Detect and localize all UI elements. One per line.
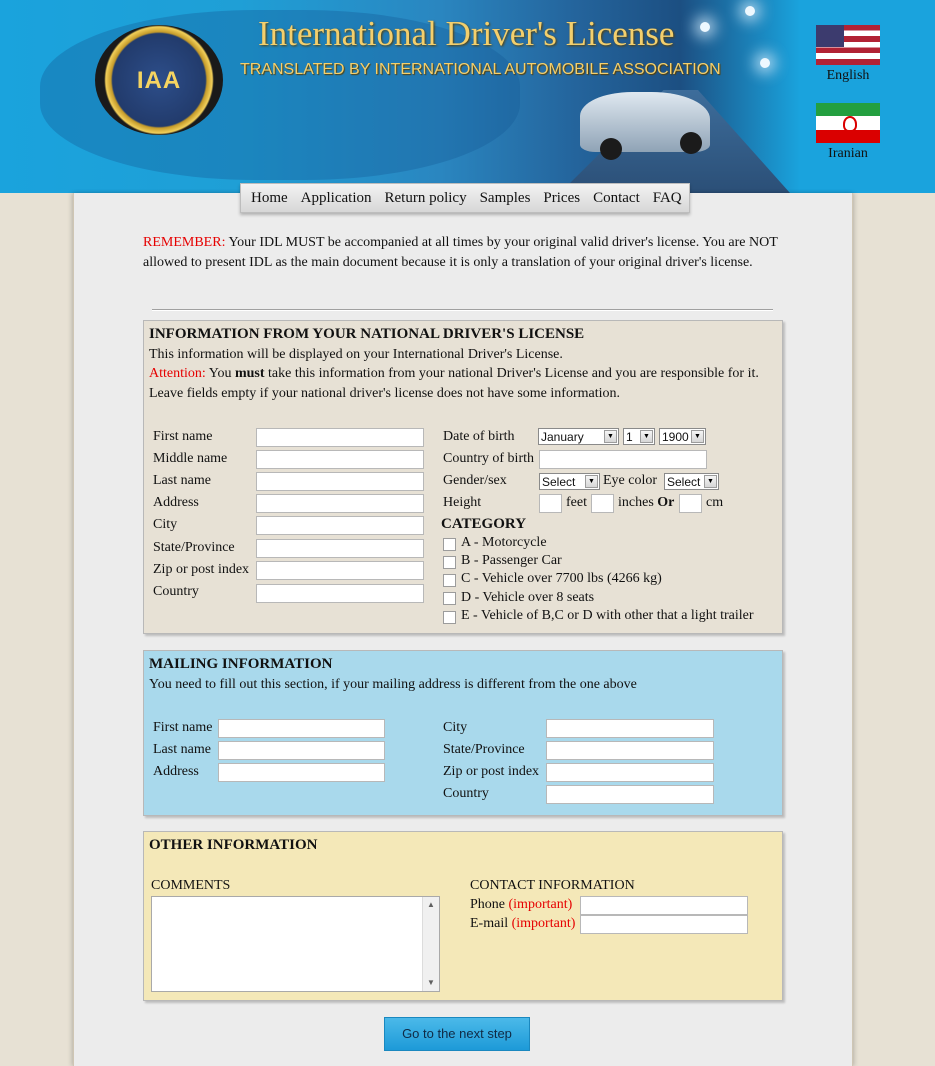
country-input[interactable] <box>256 584 424 603</box>
divider <box>152 309 773 311</box>
nav-home[interactable]: Home <box>251 189 288 206</box>
header-banner <box>0 0 935 193</box>
chevron-down-icon[interactable]: ▼ <box>691 430 704 443</box>
height-cm-input[interactable] <box>679 494 702 513</box>
logo-text: IAA <box>136 67 182 94</box>
car-wheel-icon <box>680 132 702 154</box>
gender-select[interactable] <box>539 473 600 490</box>
email-important: (important) <box>511 916 576 931</box>
iran-flag-icon[interactable] <box>816 103 880 143</box>
height-label: Height <box>443 495 482 510</box>
dob-day-value: 1 <box>626 429 633 444</box>
attention-must: must <box>234 366 265 381</box>
phone-important: (important) <box>508 897 573 912</box>
mailing-section-text: You need to fill out this section, if your mailing address is different from the one above <box>149 677 637 692</box>
country-of-birth-input[interactable] <box>539 450 707 469</box>
language-iranian[interactable] <box>813 103 883 162</box>
chevron-down-icon[interactable]: ▼ <box>704 475 717 488</box>
category-a-label[interactable]: A - Motorcycle <box>461 535 547 550</box>
height-inches-input[interactable] <box>591 494 614 513</box>
email-text: E-mail <box>470 916 509 931</box>
nav-faq[interactable]: FAQ <box>652 189 682 206</box>
mail-last-name-input[interactable] <box>218 741 385 760</box>
mail-first-name-label: First name <box>153 720 213 735</box>
last-name-input[interactable] <box>256 472 424 491</box>
phone-label <box>470 897 572 913</box>
comments-scrollbar[interactable] <box>422 897 439 991</box>
or-text: Or <box>657 495 675 510</box>
category-b-label[interactable]: B - Passenger Car <box>461 553 562 568</box>
category-c-label[interactable]: C - Vehicle over 7700 lbs (4266 kg) <box>461 571 662 586</box>
mail-country-input[interactable] <box>546 785 714 804</box>
mail-state-label: State/Province <box>443 742 525 757</box>
remember-notice <box>143 233 778 272</box>
chevron-down-icon[interactable]: ▼ <box>640 430 653 443</box>
middle-name-label: Middle name <box>153 451 228 466</box>
gender-label: Gender/sex <box>443 473 507 488</box>
dob-day-select[interactable] <box>623 428 655 445</box>
middle-name-input[interactable] <box>256 450 424 469</box>
site-subtitle: TRANSLATED BY INTERNATIONAL AUTOMOBILE ASSOCIATION <box>240 61 721 78</box>
zip-input[interactable] <box>256 561 424 580</box>
street-light-icon <box>760 58 770 68</box>
email-input[interactable] <box>580 915 748 934</box>
chevron-down-icon[interactable]: ▼ <box>604 430 617 443</box>
license-section-attention <box>149 364 759 384</box>
city-label: City <box>153 517 178 532</box>
address-label: Address <box>153 495 199 510</box>
nav-return-policy[interactable]: Return policy <box>384 189 467 206</box>
scroll-up-icon[interactable]: ▲ <box>427 900 435 909</box>
mail-zip-label: Zip or post index <box>443 764 540 779</box>
dob-month-select[interactable] <box>538 428 619 445</box>
street-light-icon <box>745 6 755 16</box>
city-input[interactable] <box>256 516 424 535</box>
attention-label: Attention: <box>149 366 206 381</box>
mail-state-input[interactable] <box>546 741 714 760</box>
mail-city-input[interactable] <box>546 719 714 738</box>
email-label <box>470 916 575 932</box>
category-d-checkbox[interactable] <box>443 592 456 605</box>
iaa-logo[interactable] <box>95 25 223 135</box>
category-c-checkbox[interactable] <box>443 574 456 587</box>
attention-text-pre: You <box>205 366 235 381</box>
language-iranian-label[interactable]: Iranian <box>828 146 868 161</box>
inches-text: inches <box>618 495 654 510</box>
site-title: International Driver's License <box>258 14 675 53</box>
us-flag-icon[interactable] <box>816 25 880 65</box>
nav-contact[interactable]: Contact <box>593 189 640 206</box>
nav-application[interactable]: Application <box>300 189 372 206</box>
car-wheel-icon <box>600 138 622 160</box>
phone-input[interactable] <box>580 896 748 915</box>
category-d-label[interactable]: D - Vehicle over 8 seats <box>461 590 595 605</box>
mail-zip-input[interactable] <box>546 763 714 782</box>
first-name-input[interactable] <box>256 428 424 447</box>
country-label: Country <box>153 584 199 599</box>
category-e-checkbox[interactable] <box>443 611 456 624</box>
mailing-section-title: MAILING INFORMATION <box>149 656 333 672</box>
mail-last-name-label: Last name <box>153 742 211 757</box>
language-english[interactable] <box>813 25 883 84</box>
dob-label: Date of birth <box>443 429 515 444</box>
street-light-icon <box>700 22 710 32</box>
state-label: State/Province <box>153 540 235 555</box>
last-name-label: Last name <box>153 473 211 488</box>
first-name-label: First name <box>153 429 213 444</box>
category-e-label[interactable]: E - Vehicle of B,C or D with other that a light trailer <box>461 608 754 623</box>
license-section-title: INFORMATION FROM YOUR NATIONAL DRIVER'S LICENSE <box>149 326 585 342</box>
comments-label: COMMENTS <box>151 878 231 893</box>
comments-textarea[interactable] <box>151 896 440 992</box>
cm-label: cm <box>706 495 724 510</box>
language-english-label[interactable]: English <box>826 68 870 83</box>
zip-label: Zip or post index <box>153 562 250 577</box>
contact-title: CONTACT INFORMATION <box>470 878 635 893</box>
attention-text-post: take this information from your national Driver's License and you are responsible for it. <box>264 366 759 381</box>
dob-year-select[interactable] <box>659 428 706 445</box>
mail-address-input[interactable] <box>218 763 385 782</box>
height-feet-input[interactable] <box>539 494 562 513</box>
remember-label: REMEMBER: <box>143 235 226 250</box>
scroll-down-icon[interactable]: ▼ <box>427 978 435 987</box>
nav-prices[interactable]: Prices <box>543 189 581 206</box>
gender-value: Select <box>542 474 576 489</box>
mail-first-name-input[interactable] <box>218 719 385 738</box>
category-title: CATEGORY <box>441 516 527 532</box>
license-section-line1: This information will be displayed on your International Driver's License. <box>149 347 563 362</box>
country-of-birth-label: Country of birth <box>443 451 534 466</box>
state-input[interactable] <box>256 539 424 558</box>
chevron-down-icon[interactable]: ▼ <box>585 475 598 488</box>
next-step-button[interactable]: Go to the next step <box>384 1017 530 1051</box>
dob-year-value: 1900 <box>662 429 689 444</box>
nav-samples[interactable]: Samples <box>479 189 531 206</box>
phone-text: Phone <box>470 897 505 912</box>
remember-text: Your IDL MUST be accompanied at all times by your original valid driver's license. You are NOT allowed to present IDL as the main document because it is only a translation of your original driver's license. <box>143 235 778 270</box>
inches-label <box>618 495 674 511</box>
eye-color-value: Select <box>667 474 701 489</box>
eye-color-label: Eye color <box>603 473 658 488</box>
address-input[interactable] <box>256 494 424 513</box>
mail-country-label: Country <box>443 786 489 801</box>
mail-address-label: Address <box>153 764 199 779</box>
eye-color-select[interactable] <box>664 473 719 490</box>
main-nav <box>240 183 690 213</box>
other-section-title: OTHER INFORMATION <box>149 837 318 853</box>
license-section-line3: Leave fields empty if your national driver's license does not have some information. <box>149 386 620 401</box>
category-b-checkbox[interactable] <box>443 556 456 569</box>
category-a-checkbox[interactable] <box>443 538 456 551</box>
mail-city-label: City <box>443 720 468 735</box>
dob-month-value: January <box>541 429 584 444</box>
feet-label: feet <box>566 495 587 510</box>
